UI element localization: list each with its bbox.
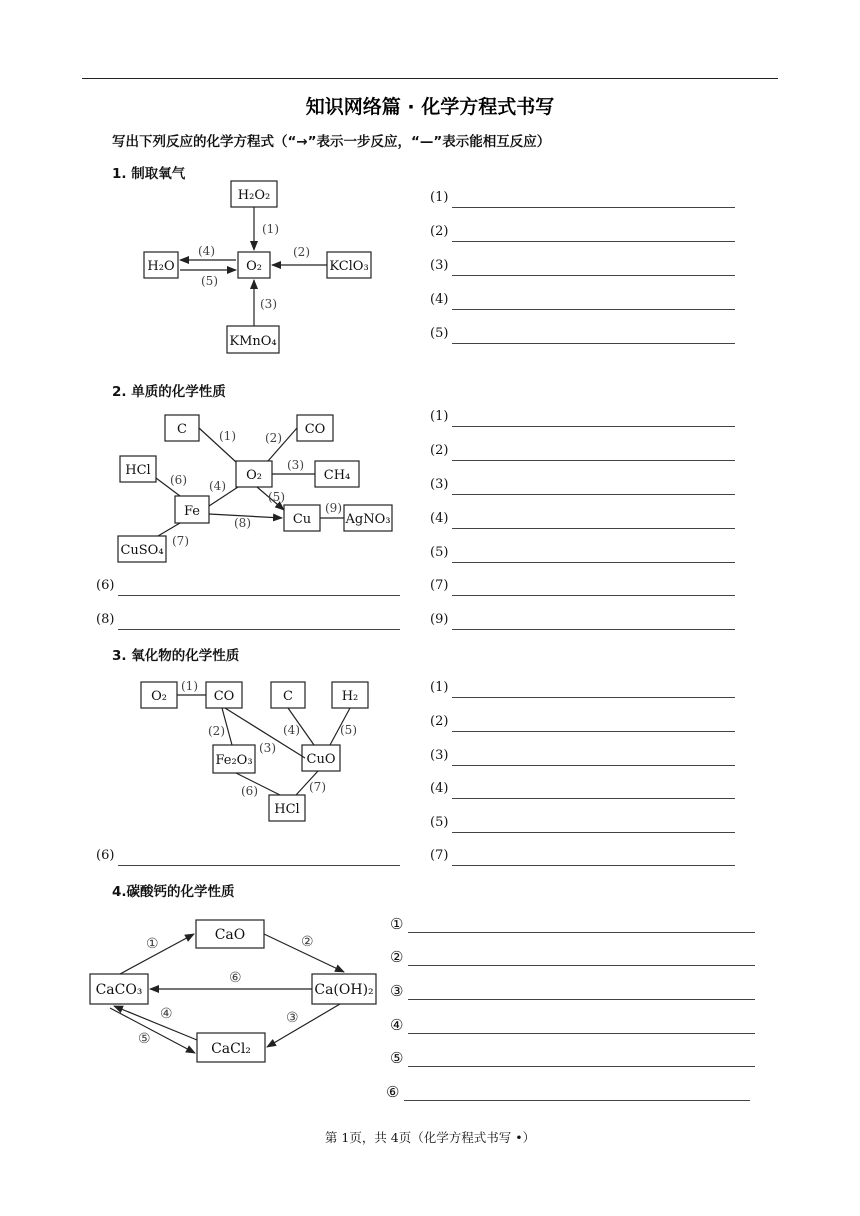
svg-text:(5): (5) <box>340 723 357 737</box>
svg-text:AgNO₃: AgNO₃ <box>345 512 391 527</box>
svg-text:(2): (2) <box>208 724 225 738</box>
svg-text:H₂: H₂ <box>341 689 359 704</box>
svg-text:⑤: ⑤ <box>138 1031 151 1047</box>
svg-text:(4): (4) <box>198 244 215 258</box>
txt-o2: O₂ <box>246 259 262 274</box>
svg-text:⑥: ⑥ <box>229 970 242 986</box>
svg-text:(4): (4) <box>209 479 226 493</box>
answer-line[interactable]: (9) <box>430 612 735 632</box>
svg-text:(8): (8) <box>234 516 251 530</box>
section-3-heading: 3. 氧化物的化学性质 <box>112 648 240 664</box>
svg-text:O₂: O₂ <box>151 689 167 704</box>
answer-line[interactable]: (2) <box>430 714 735 734</box>
svg-text:(3): (3) <box>287 458 304 472</box>
svg-text:(1): (1) <box>219 429 236 443</box>
answer-line[interactable]: ⑥ <box>386 1083 750 1103</box>
svg-text:HCl: HCl <box>274 802 300 817</box>
answer-line[interactable]: (8) <box>96 612 400 632</box>
answer-line[interactable]: ④ <box>390 1016 755 1036</box>
svg-text:(6): (6) <box>241 784 258 798</box>
svg-text:CuSO₄: CuSO₄ <box>120 543 164 558</box>
svg-text:C: C <box>283 689 293 704</box>
svg-text:(4): (4) <box>283 723 300 737</box>
answer-line[interactable]: ① <box>390 915 755 935</box>
svg-text:HCl: HCl <box>125 463 151 478</box>
svg-text:CO: CO <box>304 422 326 437</box>
answer-line[interactable]: (5) <box>430 815 735 835</box>
answer-line[interactable]: (4) <box>430 781 735 801</box>
answer-line[interactable]: (4) <box>430 292 735 312</box>
section-4-heading: 4.碳酸钙的化学性质 <box>112 884 235 900</box>
txt-h2o2: H₂O₂ <box>237 188 271 203</box>
answer-line[interactable]: (3) <box>430 258 735 278</box>
answer-line[interactable]: (1) <box>430 680 735 700</box>
txt-kclo3: KClO₃ <box>329 259 369 274</box>
section-1-heading: 1. 制取氧气 <box>112 166 186 182</box>
svg-text:(5): (5) <box>201 274 218 288</box>
svg-text:CuO: CuO <box>306 752 336 767</box>
answer-line[interactable]: (7) <box>430 848 735 868</box>
svg-text:①: ① <box>146 936 159 952</box>
txt-kmno4: KMnO₄ <box>229 334 277 349</box>
svg-text:(7): (7) <box>309 780 326 794</box>
svg-text:Cu: Cu <box>292 512 312 527</box>
svg-text:Ca(OH)₂: Ca(OH)₂ <box>314 982 374 998</box>
answer-line[interactable]: (6) <box>96 578 400 598</box>
svg-text:CaCl₂: CaCl₂ <box>211 1041 251 1057</box>
instruction-text: 写出下列反应的化学方程式（“→”表示一步反应，“—”表示能相互反应） <box>112 134 551 150</box>
svg-text:(1): (1) <box>262 222 279 236</box>
svg-text:(2): (2) <box>293 245 310 259</box>
page-footer: 第 1页，共 4页（化学方程式书写 •） <box>324 1130 536 1145</box>
answer-line[interactable]: (3) <box>430 477 735 497</box>
answer-line[interactable]: (3) <box>430 748 735 768</box>
svg-text:④: ④ <box>160 1006 173 1022</box>
answer-line[interactable]: (6) <box>96 848 400 868</box>
svg-text:Fe: Fe <box>183 504 201 519</box>
svg-text:(2): (2) <box>265 431 282 445</box>
svg-text:③: ③ <box>286 1010 299 1026</box>
svg-text:②: ② <box>301 934 314 950</box>
answer-line[interactable]: (7) <box>430 578 735 598</box>
answer-line[interactable]: (5) <box>430 545 735 565</box>
answer-line[interactable]: (4) <box>430 511 735 531</box>
answer-line[interactable]: ⑤ <box>390 1049 755 1069</box>
answer-line[interactable]: (2) <box>430 224 735 244</box>
answer-line[interactable]: ② <box>390 948 755 968</box>
answer-line[interactable]: ③ <box>390 982 755 1002</box>
answer-line[interactable]: (1) <box>430 409 735 429</box>
svg-text:(6): (6) <box>170 473 187 487</box>
svg-text:CaCO₃: CaCO₃ <box>95 982 143 998</box>
svg-text:(1): (1) <box>181 679 198 693</box>
page-title: 知识网络篇 · 化学方程式书写 <box>305 96 555 118</box>
svg-text:(9): (9) <box>325 501 342 515</box>
svg-text:(5): (5) <box>268 490 285 504</box>
svg-text:(3): (3) <box>260 297 277 311</box>
svg-text:CO: CO <box>213 689 235 704</box>
section-2-heading: 2. 单质的化学性质 <box>112 384 226 400</box>
svg-text:C: C <box>177 422 187 437</box>
svg-text:Fe₂O₃: Fe₂O₃ <box>215 753 253 768</box>
svg-text:O₂: O₂ <box>246 468 262 483</box>
txt-h2o: H₂O <box>147 259 175 274</box>
answer-line[interactable]: (5) <box>430 326 735 346</box>
svg-text:(7): (7) <box>172 534 189 548</box>
answer-line[interactable]: (2) <box>430 443 735 463</box>
answer-line[interactable]: (1) <box>430 190 735 210</box>
svg-text:(3): (3) <box>259 741 276 755</box>
svg-text:CaO: CaO <box>214 927 246 943</box>
svg-text:CH₄: CH₄ <box>323 468 351 483</box>
